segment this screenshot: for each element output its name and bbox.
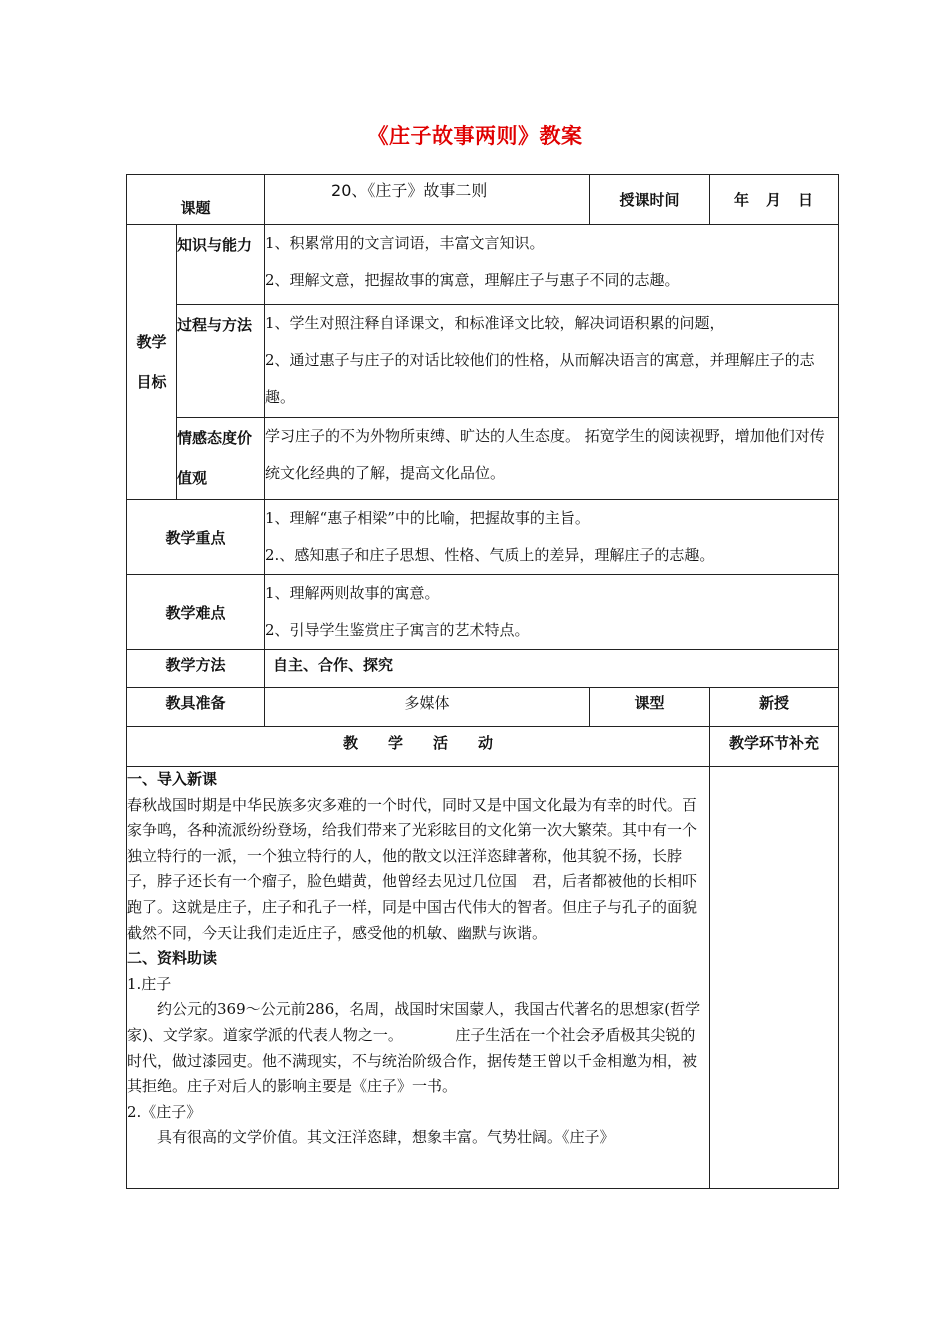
tools-label: 教具准备 <box>127 688 265 727</box>
item-heading: 2.《庄子》 <box>127 1102 202 1121</box>
objective-line: 2、理解文意，把握故事的寓意，理解庄子与惠子不同的志趣。 <box>265 271 680 289</box>
activity-header-label: 教 学 活 动 <box>127 727 710 767</box>
section-heading: 二、资料助读 <box>127 949 218 968</box>
page-title: 《庄子故事两则》教案 <box>367 124 583 148</box>
header-row <box>127 175 839 225</box>
objective-line: 1、学生对照注释自译课文，和标准译文比较，解决词语积累的问题， <box>265 314 725 332</box>
tools-row <box>127 688 839 727</box>
supplement-cell <box>710 767 839 1189</box>
time-label: 授课时间 <box>590 175 710 225</box>
type-label: 课型 <box>590 688 710 727</box>
key-points-content <box>265 500 839 575</box>
difficulties-content <box>265 575 839 650</box>
item-paragraph: 具有很高的文学价值。其文汪洋恣肆，想象丰富。气势壮阔。《庄子》 <box>157 1128 615 1147</box>
activity-header-row <box>127 727 839 767</box>
objective-content-attitude <box>265 418 839 500</box>
item-heading: 1.庄子 <box>127 974 172 993</box>
difficulty-line: 1、理解两则故事的寓意。 <box>265 584 440 602</box>
objective-line: 1、积累常用的文言词语，丰富文言知识。 <box>265 234 545 252</box>
objective-line: 2、通过惠子与庄子的对话比较他们的性格，从而解决语言的寓意，并理解庄子的志趣。 <box>265 351 815 406</box>
objectives-label: 教学目标 <box>127 225 177 500</box>
objective-line: 学习庄子的不为外物所束缚、旷达的人生态度。 拓宽学生的阅读视野，增加他们对传统文化经典的了解，提高文化品位。 <box>265 427 825 482</box>
difficulty-line: 2、引导学生鉴赏庄子寓言的艺术特点。 <box>265 621 530 639</box>
type-value: 新授 <box>710 688 839 727</box>
method-row <box>127 650 839 688</box>
objective-content-knowledge <box>265 225 839 305</box>
key-points-label: 教学重点 <box>127 500 265 575</box>
objective-label-knowledge: 知识与能力 <box>177 225 265 305</box>
supplement-label: 教学环节补充 <box>710 727 839 767</box>
topic-value: 20、《庄子》故事二则 <box>265 175 590 225</box>
activity-content <box>127 767 710 1189</box>
key-point-line: 1、理解“惠子相梁”中的比喻，把握故事的主旨。 <box>265 509 590 527</box>
difficulties-label: 教学难点 <box>127 575 265 650</box>
difficulties-row <box>127 575 839 650</box>
method-value: 自主、合作、探究 <box>265 650 839 688</box>
section-heading: 一、导入新课 <box>127 770 218 788</box>
objective-row-process <box>127 305 839 418</box>
objective-content-process <box>265 305 839 418</box>
objective-row-knowledge <box>127 225 839 305</box>
section-paragraph: 春秋战国时期是中华民族多灾多难的一个时代，同时又是中国文化最为有幸的时代。百家争鸣，各种流派纷纷登场，给我们带来了光彩眩目的文化第一次大繁荣。其中有一个独立特行的一派，一个独立特行的人，他的散文以汪洋恣肆著称，他其貌不扬，长脖子，脖子还长有一个瘤子，脸色蜡黄，他曾经去见过几位国 君，后者都被他的长相吓跑了。这就是庄子，庄子和孔子一样，同是中国古代伟大的智者。但庄子与孔子的面貌截然不同，今天让我们走近庄子，感受他的机敏、幽默与诙谐。 <box>127 795 698 942</box>
key-point-line: 2.、感知惠子和庄子思想、性格、气质上的差异，理解庄子的志趣。 <box>265 546 715 564</box>
tools-value: 多媒体 <box>265 688 590 727</box>
objective-row-attitude <box>127 418 839 500</box>
activity-body-row <box>127 767 839 1189</box>
topic-label: 课题 <box>127 175 265 225</box>
item-paragraph: 约公元的369～公元前286，名周，战国时宋国蒙人，我国古代著名的思想家(哲学家)、文学家。道家学派的代表人物之一。 庄子生活在一个社会矛盾极其尖锐的时代，做过漆园吏。他不满现实，不与统治阶级合作，据传楚王曾以千金相邀为相，被其拒绝。庄子对后人的影响主要是《庄子》一书。 <box>127 1000 701 1096</box>
objective-label-attitude: 情感态度价值观 <box>177 418 265 500</box>
date-value: 年 月 日 <box>710 175 839 225</box>
lesson-plan-table <box>126 174 839 1189</box>
objective-label-process: 过程与方法 <box>177 305 265 418</box>
method-label: 教学方法 <box>127 650 265 688</box>
key-points-row <box>127 500 839 575</box>
